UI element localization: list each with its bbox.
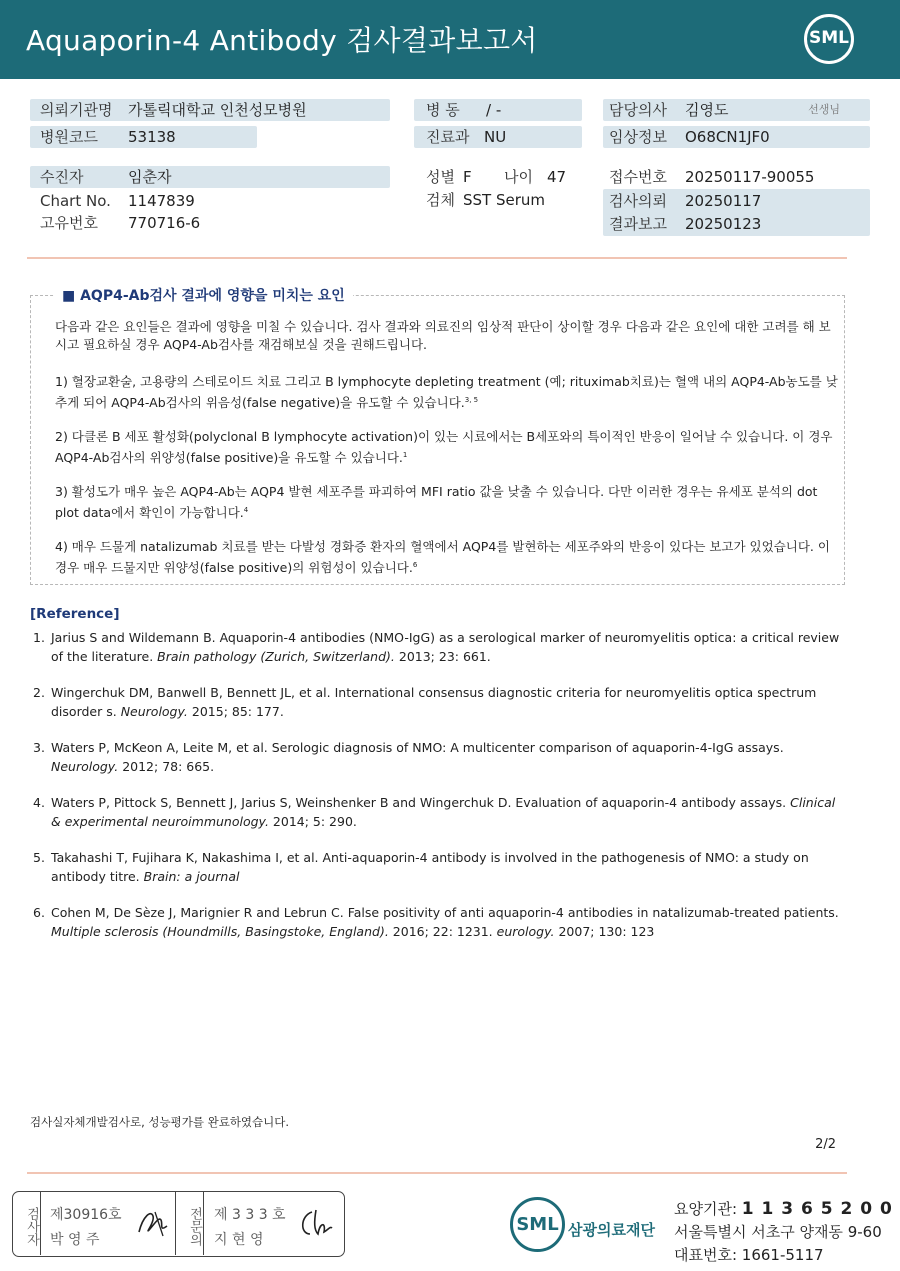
chart-no-label: Chart No.	[40, 192, 111, 210]
notes-item-3-sup: 4	[243, 506, 249, 514]
reception-field	[603, 166, 870, 188]
notes-item-2-text: 2) 다클론 B 세포 활성화(polyclonal B lymphocyte activation)이 있는 시료에서는 B세포와의 특이적인 반응이 일어날 수 있습니다. 이 경우 AQP4-Ab검사의 위양성(false positive)을 유도할 수 있습니다.	[55, 429, 833, 466]
hospital-code-label: 병원코드	[40, 128, 98, 146]
reference-item	[33, 848, 848, 886]
reference-number: 2.	[33, 685, 45, 700]
reference-text: Waters P, McKeon A, Leite M, et al. Serologic diagnosis of NMO: A multicenter comparison of aquaporin-4-IgG assays.	[51, 740, 784, 755]
foundation-name: 삼광의료재단	[568, 1221, 655, 1239]
notes-item-4-sup: 6	[412, 561, 418, 569]
tester-label: 검사자	[13, 1192, 41, 1255]
notes-item-3-text: 3) 활성도가 매우 높은 AQP4-Ab는 AQP4 발현 세포주를 파괴하여 MFI ratio 값을 낮출 수 있습니다. 다만 이러한 경우는 유세포 분석의 dot plot data에서 확인이 가능합니다.	[55, 484, 818, 521]
sml-logo-icon	[804, 14, 854, 64]
clinical-field	[603, 126, 870, 148]
reference-tail: 2014; 5: 290.	[268, 814, 357, 829]
institution-label: 의뢰기관명	[40, 101, 113, 119]
specialist-label: 전문의	[176, 1192, 204, 1255]
agency-number	[674, 1198, 893, 1219]
specimen-field	[414, 189, 594, 211]
notes-item-4-text: 4) 매우 드물게 natalizumab 치료를 받는 다발성 경화증 환자의 혈액에서 AQP4를 발현하는 세포주와의 반응이 있다는 보고가 있었습니다. 이 경우 매우 드물지만 위양성(false positive)의 위험성이 있습니다.	[55, 539, 830, 576]
reference-tail: 2013; 23: 661.	[394, 649, 491, 664]
notes-item-1-text: 1) 혈장교환술, 고용량의 스테로이드 치료 그리고 B lymphocyte depleting treatment (예; rituximab치료)는 혈액 내의 AQP4-Ab농도를 낮추게 되어 AQP4-Ab검사의 위음성(false negative)을 유도할 수 있습니다.	[55, 374, 838, 411]
notes-item-2-sup: 1	[402, 451, 408, 459]
reference-journal: Neurology.	[120, 704, 188, 719]
notes-item-4	[55, 538, 840, 577]
reception-value: 20250117-90055	[685, 168, 815, 186]
sml-footer-logo-text: SML	[516, 1214, 559, 1235]
sex-label: 성별	[426, 168, 455, 186]
agency-label: 요양기관:	[674, 1200, 742, 1218]
doctor-label: 담당의사	[609, 101, 667, 119]
ward-label: 병 동	[426, 101, 460, 119]
agency-value: 1 1 3 6 5 2 0 0	[741, 1199, 893, 1219]
notes-item-3	[55, 483, 840, 522]
phone-number	[674, 1244, 824, 1265]
request-value: 20250117	[685, 192, 762, 210]
reference-number: 5.	[33, 850, 45, 865]
institution-field	[30, 99, 390, 121]
specialist-signature	[296, 1206, 336, 1240]
reference-number: 3.	[33, 740, 45, 755]
report-value: 20250123	[685, 215, 762, 233]
reference-journal-2: eurology.	[496, 924, 555, 939]
sex-age-field	[414, 166, 594, 188]
notes-item-1	[55, 373, 840, 412]
age-value: 47	[547, 168, 567, 186]
dates-field	[603, 189, 870, 236]
report-header	[0, 0, 900, 79]
tester-license: 제30916호	[50, 1207, 122, 1223]
sml-footer-logo-icon	[510, 1197, 565, 1252]
reference-heading: [Reference]	[30, 606, 120, 622]
divider-top	[27, 257, 847, 259]
hospital-code-value: 53138	[128, 128, 176, 146]
notes-intro: 다음과 같은 요인들은 결과에 영향을 미칠 수 있습니다. 검사 결과와 의료진의 임상적 판단이 상이할 경우 다음과 같은 요인에 대한 고려를 해 보시고 필요하실 경우 AQP4-Ab검사를 재검해보실 것을 권해드립니다.	[55, 319, 831, 352]
sex-value: F	[463, 168, 472, 186]
phone-label: 대표번호:	[674, 1246, 742, 1264]
reference-item	[33, 738, 848, 776]
reference-number: 1.	[33, 630, 45, 645]
hospital-code-field	[30, 126, 257, 148]
doctor-field	[603, 99, 870, 121]
ward-value: / -	[486, 101, 502, 119]
reference-number: 4.	[33, 795, 45, 810]
unique-no-label: 고유번호	[40, 214, 98, 232]
patient-label: 수진자	[40, 168, 84, 186]
department-value: NU	[484, 128, 507, 146]
specialist-name: 지 현 영	[214, 1232, 264, 1248]
age-label: 나이	[504, 168, 533, 186]
reference-tail: 2016; 22: 1231.	[388, 924, 497, 939]
specimen-label: 검체	[426, 191, 455, 209]
specialist-cell	[204, 1192, 343, 1255]
specimen-value: SST Serum	[463, 191, 546, 209]
chart-no-field	[30, 190, 390, 212]
reference-text: Cohen M, De Sèze J, Marignier R and Lebrun C. False positivity of anti aquaporin-4 antibodies in natalizumab-treated patients.	[51, 905, 839, 920]
reference-tail-2: 2007; 130: 123	[554, 924, 655, 939]
page-number: 2/2	[815, 1137, 836, 1152]
reference-item	[33, 903, 848, 941]
notes-item-2	[55, 428, 840, 467]
reference-item	[33, 683, 848, 721]
report-title: Aquaporin-4 Antibody 검사결과보고서	[26, 24, 538, 57]
chart-no-value: 1147839	[128, 192, 195, 210]
tester-name: 박 영 주	[50, 1232, 100, 1248]
unique-no-value: 770716-6	[128, 214, 201, 232]
reference-tail: 2012; 78: 665.	[118, 759, 215, 774]
reference-text: Jarius S and Wildemann B. Aquaporin-4 antibodies (NMO-IgG) as a serological marker of neuromyelitis optica: a critical review of the literature.	[51, 630, 840, 664]
patient-value: 임춘자	[128, 168, 172, 186]
doctor-suffix: 선생님	[808, 103, 840, 116]
notes-title: ■ AQP4-Ab검사 결과에 영향을 미치는 요인	[54, 285, 353, 305]
notes-item-1-sup: 3, 5	[464, 396, 479, 404]
department-label: 진료과	[426, 128, 470, 146]
specialist-license: 제 3 3 3 호	[214, 1207, 286, 1223]
ward-field	[414, 99, 582, 121]
tester-cell	[41, 1192, 176, 1255]
reference-tail: 2015; 85: 177.	[187, 704, 284, 719]
institution-value: 가톨릭대학교 인천성모병원	[128, 101, 307, 119]
reference-text: Takahashi T, Fujihara K, Nakashima I, et al. Anti-aquaporin-4 antibody is involved in the pathogenesis of NMO: a study on antibody titre.	[51, 850, 809, 884]
reference-journal: Multiple sclerosis (Houndmills, Basingstoke, England).	[51, 924, 389, 939]
reference-journal: Neurology.	[51, 759, 119, 774]
reference-item	[33, 628, 848, 666]
address: 서울특별시 서초구 양재동 9-60	[674, 1223, 882, 1241]
reception-label: 접수번호	[609, 168, 667, 186]
clinical-label: 임상정보	[609, 128, 667, 146]
signature-stamp	[12, 1191, 345, 1257]
phone-value: 1661-5117	[741, 1246, 824, 1264]
reference-number: 6.	[33, 905, 45, 920]
clinical-value: O68CN1JF0	[685, 128, 770, 146]
sml-logo-text: SML	[809, 28, 849, 48]
unique-no-field	[30, 212, 390, 234]
department-field	[414, 126, 582, 148]
divider-bottom	[27, 1172, 847, 1174]
tester-signature	[133, 1206, 173, 1240]
request-label: 검사의뢰	[609, 192, 667, 210]
reference-journal: Brain: a journal	[143, 869, 240, 884]
reference-text: Wingerchuk DM, Banwell B, Bennett JL, et al. International consensus diagnostic criteria for neuromyelitis optica spectrum disorder s.	[51, 685, 817, 719]
reference-item	[33, 793, 848, 831]
reference-text: Waters P, Pittock S, Bennett J, Jarius S, Weinshenker B and Wingerchuk D. Evaluation of aquaporin-4 antibody assays.	[51, 795, 791, 810]
reference-journal: Clinical & experimental neuroimmunology.	[51, 795, 836, 829]
report-label: 결과보고	[609, 215, 667, 233]
reference-journal: Brain pathology (Zurich, Switzerland).	[157, 649, 395, 664]
doctor-value: 김영도	[685, 101, 729, 119]
patient-field	[30, 166, 390, 188]
validation-note: 검사실자체개발검사로, 성능평가를 완료하였습니다.	[30, 1115, 290, 1129]
